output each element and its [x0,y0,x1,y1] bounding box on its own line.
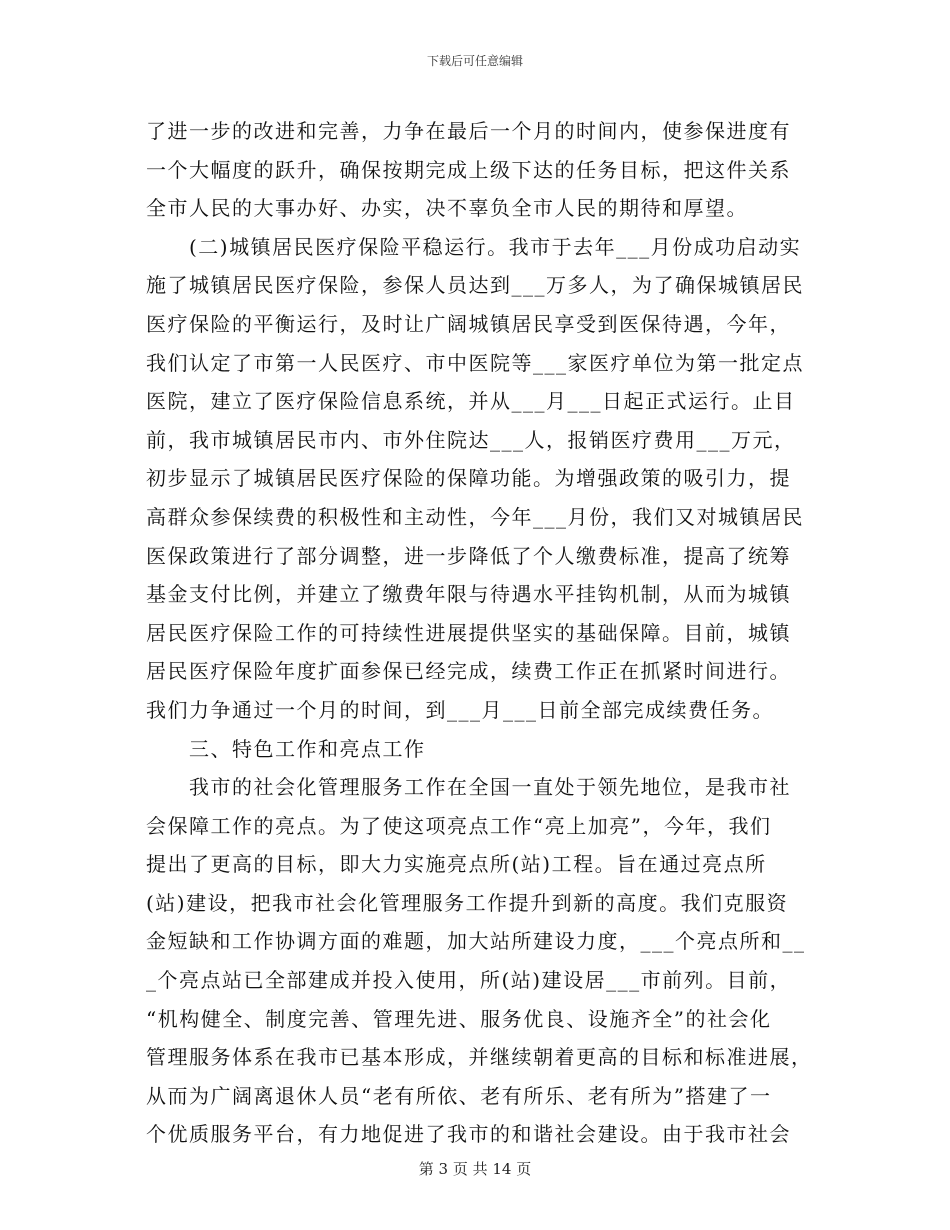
text-line: “机构健全、制度完善、管理先进、服务优良、设施齐全”的社会化 [146,1006,772,1031]
text-line: 我们认定了市第一人民医疗、市中医院等___家医疗单位为第一批定点 [146,350,804,375]
text-line: 个优质服务平台，有力地促进了我市的和谐社会建设。由于我市社会 [146,1122,791,1147]
page-number: 第 3 页 共 14 页 [418,1160,532,1178]
text-line: 一个大幅度的跃升，确保按期完成上级下达的任务目标，把这件关系 [146,157,791,182]
document-body [146,112,813,1154]
text-line: 基金支付比例，并建立了缴费年限与待遇水平挂钩机制，从而为城镇 [146,582,791,607]
text-line: 管理服务体系在我市已基本形成，并继续朝着更高的目标和标准进展， [146,1045,813,1070]
text-line: 我市的社会化管理服务工作在全国一直处于领先地位，是我市社 [146,775,791,800]
text-line: 全市人民的大事办好、办实，决不辜负全市人民的期待和厚望。 [146,196,748,221]
text-line: 会保障工作的亮点。为了使这项亮点工作“亮上加亮”，今年，我们 [146,813,772,838]
text-line: 了进一步的改进和完善，力争在最后一个月的时间内，使参保进度有 [146,119,791,143]
page-header-note: 下载后可任意编辑 [426,54,523,68]
text-line: 金短缺和工作协调方面的难题，加大站所建设力度，___个亮点所和__ [146,929,806,954]
text-line: 居民医疗保险工作的可持续性进展提供坚实的基础保障。目前，城镇 [146,620,791,645]
text-line: 医疗保险的平衡运行，及时让广阔城镇居民享受到医保待遇，今年， [146,311,791,336]
section-heading-line: (二)城镇居民医疗保险平稳运行。我市于去年___月份成功启动实 [146,234,802,259]
text-line: 初步显示了城镇居民医疗保险的保障功能。为增强政策的吸引力，提 [146,466,791,491]
text-line: 高群众参保续费的积极性和主动性，今年___月份，我们又对城镇居民 [146,504,804,529]
text-line: (站)建设，把我市社会化管理服务工作提升到新的高度。我们克服资 [146,890,789,915]
section-heading: 三、特色工作和亮点工作 [146,736,426,761]
text-line: 提出了更高的目标，即大力实施亮点所(站)工程。旨在通过亮点所 [146,852,767,877]
text-line: 医院，建立了医疗保险信息系统，并从___月___日起正式运行。止目 [146,389,796,414]
text-line: 从而为广阔离退休人员“老有所依、老有所乐、老有所为”搭建了一 [146,1083,772,1108]
text-line: 我们力争通过一个月的时间，到___月___日前全部完成续费任务。 [146,697,774,722]
text-line: 医保政策进行了部分调整，进一步降低了个人缴费标准，提高了统筹 [146,543,791,568]
text-line: _个亮点站已全部建成并投入使用，所(站)建设居___市前列。目前， [146,968,792,993]
text-line: 施了城镇居民医疗保险，参保人员达到___万多人，为了确保城镇居民 [146,273,804,298]
text-line: 前，我市城镇居民市内、市外住院达___人，报销医疗费用___万元， [146,427,796,452]
text-line: 居民医疗保险年度扩面参保已经完成，续费工作正在抓紧时间进行。 [146,659,791,684]
